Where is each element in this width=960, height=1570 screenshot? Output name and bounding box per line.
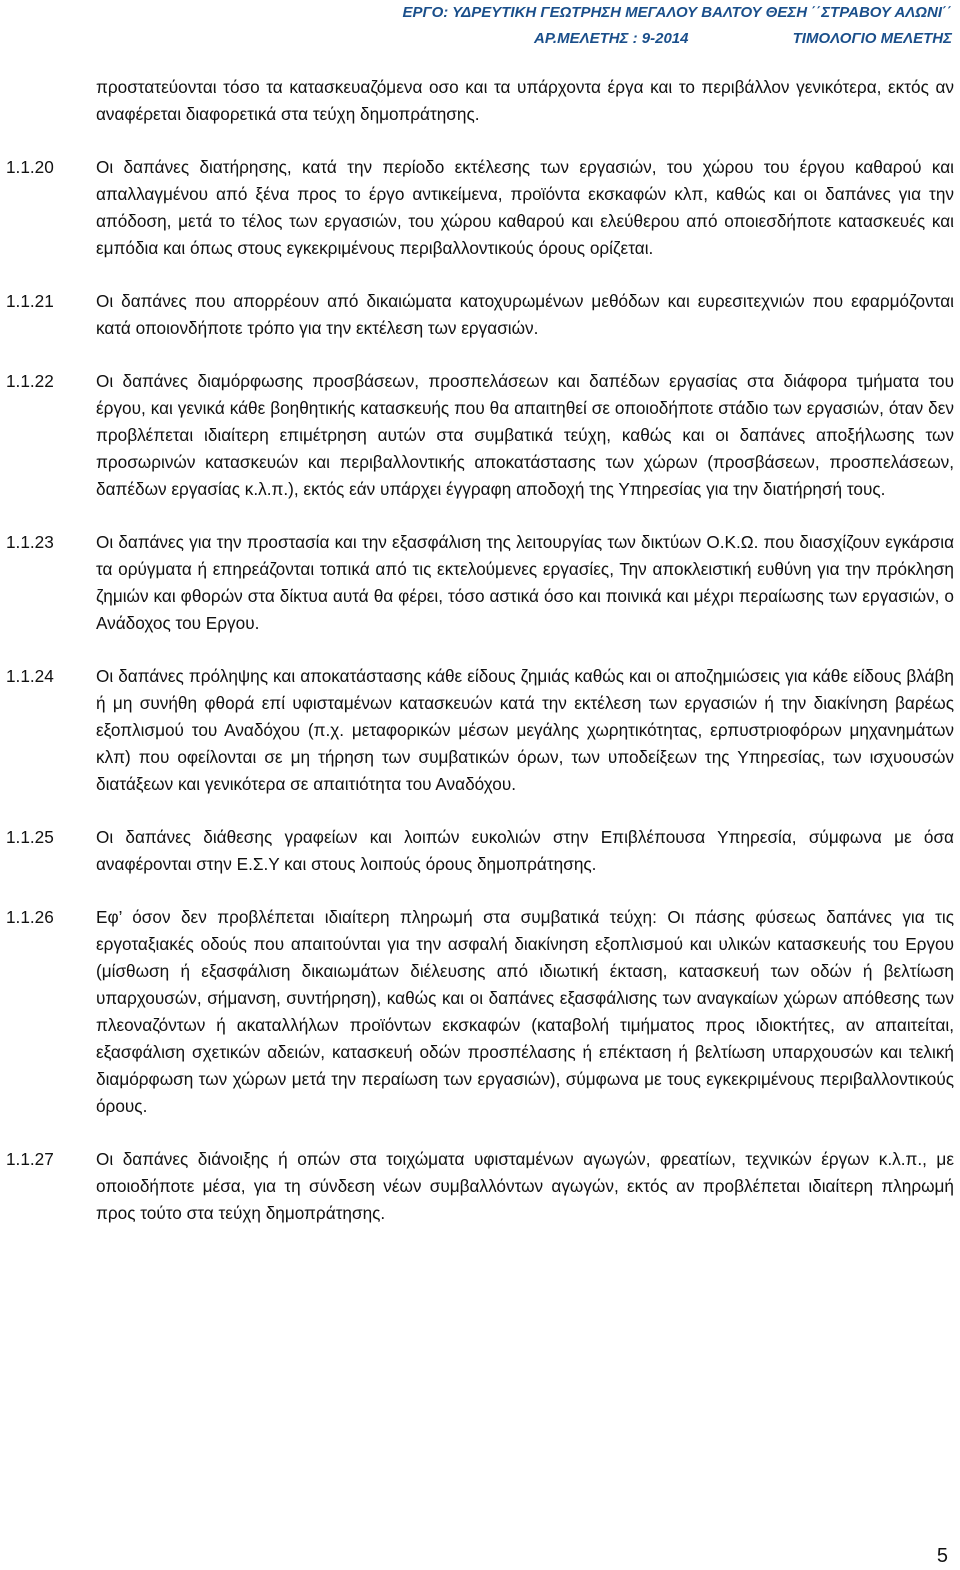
clause-item [0,1146,960,1227]
clause-number: 1.1.22 [6,371,54,391]
clause-number: 1.1.21 [6,291,54,311]
clause-text: Οι δαπάνες διατήρησης, κατά την περίοδο εκτέλεσης των εργασιών, του χώρου του έργου καθαρού και απαλλαγμένου από ξένα προς το έργο αντικείμενα, προϊόντα εκσκαφών κλπ, καθώς και οι δαπάνες για την απόδοση, μετά το τέλος των εργασιών, του χώρου καθαρού και ελεύθερου από οποιεσδήποτε κατασκευές και εμπόδια και όπως στους εγκεκριμένους περιβαλλοντικούς όρους ορίζεται. [96,157,954,258]
clause-number: 1.1.25 [6,827,54,847]
clause-item [0,824,960,878]
clause-text: Εφ’ όσον δεν προβλέπεται ιδιαίτερη πληρωμή στα συμβατικά τεύχη: Οι πάσης φύσεως δαπάνες για τις εργοταξιακές οδούς που απαιτούνται για την ασφαλή διακίνηση εξοπλισμού και υλικών κατασκευής του Εργου (μίσθωση ή εξασφάλιση δικαιωμάτων διέλευσης από ιδιωτική έκταση, κατασκευή των οδών ή βελτίωση υπαρχουσών, σήμανση, συντήρηση), καθώς και οι δαπάνες εξασφάλισης των αναγκαίων χώρων απόθεσης των πλεοναζόντων ή ακαταλλήλων προϊόντων εκσκαφών (καταβολή τιμήματος προς ιδιοκτήτες, αν απαιτείται, εξασφάλιση σχετικών αδειών, κατασκευή οδών προσπέλασης ή επέκταση ή βελτίωση υπαρχουσών και τελική διαμόρφωση των χώρων μετά την περαίωση των εργασιών), σύμφωνα με τους εγκεκριμένους περιβαλλοντικούς όρους. [96,907,954,1116]
clause-number: 1.1.24 [6,666,54,686]
lead-paragraph: προστατεύονται τόσο τα κατασκευαζόμενα οσο και τα υπάρχοντα έργα και το περιβάλλον γενικότερα, εκτός αν αναφέρεται διαφορετικά στα τεύχη δημοπράτησης. [96,77,954,124]
clause-text: Οι δαπάνες που απορρέουν από δικαιώματα κατοχυρωμένων μεθόδων και ευρεσιτεχνιών που εφαρμόζονται κατά οποιονδήποτε τρόπο για την εκτέλεση των εργασιών. [96,291,954,338]
clause-item [0,288,960,342]
clause-number: 1.1.23 [6,532,54,552]
clause-text: Οι δαπάνες διαμόρφωσης προσβάσεων, προσπελάσεων και δαπέδων εργασίας στα διάφορα τμήματα του έργου, και γενικά κάθε βοηθητικής κατασκευής που θα απαιτηθεί σε οποιοδήποτε στάδιο των εργασιών, όταν δεν προβλέπεται ιδιαίτερη επιμέτρηση αυτών στα συμβατικά τεύχη, καθώς και οι δαπάνες αποξήλωσης των προσωρινών κατασκευών και περιβαλλοντικής αποκατάστασης των χώρων (προσβάσεων, προσπελάσεων, δαπέδων εργασίας κ.λ.π.), εκτός εάν υπάρχει έγγραφη αποδοχή της Υπηρεσίας για την διατήρησή τους. [96,371,954,499]
clause-text: Οι δαπάνες διάνοιξης ή οπών στα τοιχώματα υφισταμένων αγωγών, φρεατίων, τεχνικών έργων κ.λ.π., με οποιοδήποτε μέσα, για τη σύνδεση νέων συμβαλλόντων αγωγών, εκτός αν προβλέπεται ιδιαίτερη πληρωμή προς τούτο στα τεύχη δημοπράτησης. [96,1149,954,1223]
project-title: ΕΡΓΟ: ΥΔΡΕΥΤΙΚΗ ΓΕΩΤΡΗΣΗ ΜΕΓΑΛΟΥ ΒΑΛΤΟΥ ΘΕΣΗ ΄΄ΣΤΡΑΒΟΥ ΑΛΩΝΙ΄΄ [402,4,952,21]
page-header [0,0,960,56]
clause-item [0,154,960,262]
clause-text: Οι δαπάνες για την προστασία και την εξασφάλιση της λειτουργίας των δικτύων Ο.Κ.Ω. που διασχίζουν εγκάρσια τα ορύγματα ή επηρεάζονται τοπικά από τις εκτελούμενες εργασίες, Την αποκλειστική ευθύνη για την πρόκληση ζημιών και φθορών στα δίκτυα αυτά θα φέρει, τόσο αστικά όσο και ποινικά και μέχρι περαίωσης των εργασιών, ο Ανάδοχος του Εργου. [96,532,954,633]
page-number: 5 [936,1545,948,1567]
clause-item [0,663,960,798]
clause-item [0,529,960,637]
clause-number: 1.1.26 [6,907,54,927]
clause-text: Οι δαπάνες διάθεσης γραφείων και λοιπών ευκολιών στην Επιβλέπουσα Υπηρεσία, σύμφωνα με όσα αναφέρονται στην Ε.Σ.Υ και στους λοιπούς όρους δημοπράτησης. [96,827,954,874]
clause-item [0,368,960,503]
study-number: ΑΡ.ΜΕΛΕΤΗΣ : 9-2014 [534,30,689,47]
document-type: ΤΙΜΟΛΟΓΙΟ ΜΕΛΕΤΗΣ [792,30,952,47]
clause-number: 1.1.20 [6,157,54,177]
header-info-row [534,30,952,47]
document-body [0,74,960,1227]
clause-number: 1.1.27 [6,1149,54,1169]
clause-item [0,904,960,1120]
clause-text: Οι δαπάνες πρόληψης και αποκατάστασης κάθε είδους ζημιάς καθώς και οι αποζημιώσεις για κάθε είδους βλάβη ή μη συνήθη φθορά επί υφισταμένων κατασκευών κατά την εκτέλεση των εργασιών ή την διακίνηση βαρέως εξοπλισμού του Αναδόχου (π.χ. μεταφορικών μέσων μεγάλης χωρητικότητας, ερπυστριοφόρων μηχανημάτων κλπ) που οφείλονται σε μη τήρηση των συμβατικών όρων, των υποδείξεων της Υπηρεσίας, των ισχυουσών διατάξεων και γενικότερα σε απαιτιότητα του Αναδόχου. [96,666,954,794]
